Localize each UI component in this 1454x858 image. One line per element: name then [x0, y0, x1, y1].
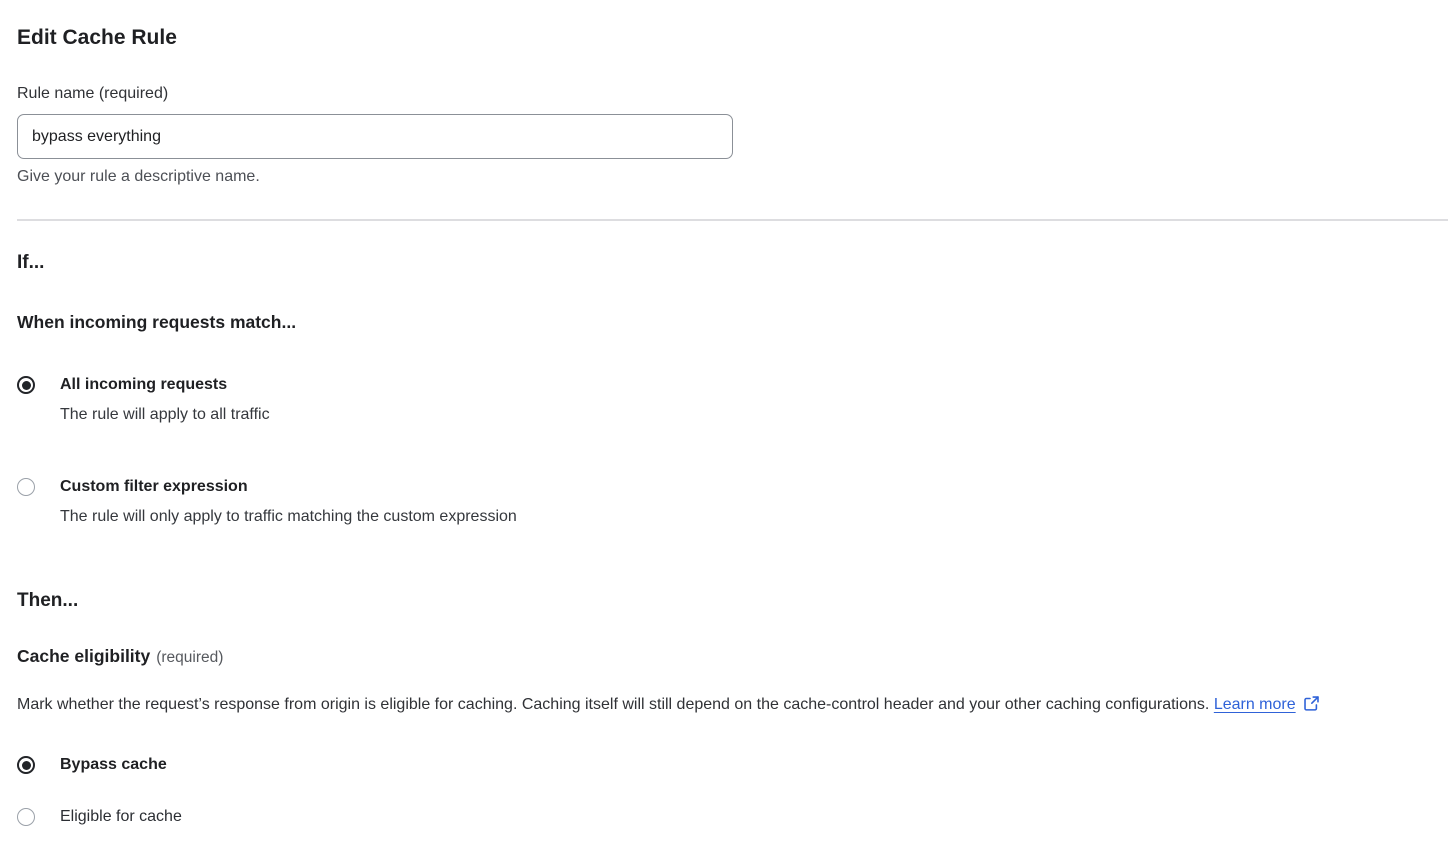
- radio-all-incoming-requests[interactable]: [17, 376, 35, 394]
- radio-label-bypass-cache[interactable]: Bypass cache: [60, 756, 167, 773]
- then-section-heading: Then...: [17, 590, 79, 611]
- rule-name-label: Rule name (required): [17, 85, 169, 102]
- section-divider: [17, 219, 1448, 221]
- radio-option-bypass-cache[interactable]: [17, 755, 1448, 775]
- learn-more-link-text[interactable]: Learn more: [1213, 696, 1296, 713]
- if-section-heading: If...: [17, 252, 45, 273]
- external-link-icon[interactable]: [1303, 693, 1320, 722]
- page-title: Edit Cache Rule: [17, 26, 177, 49]
- cache-eligibility-label-text: Cache eligibility: [17, 646, 151, 666]
- radio-bypass-cache[interactable]: [17, 756, 35, 774]
- match-subheading: When incoming requests match...: [17, 312, 297, 332]
- radio-desc-all-incoming-requests: The rule will apply to all traffic: [60, 406, 270, 423]
- radio-custom-filter-expression[interactable]: [17, 478, 35, 496]
- radio-eligible-for-cache[interactable]: [17, 808, 35, 826]
- radio-option-eligible-for-cache[interactable]: [17, 807, 1448, 827]
- rule-name-field: [17, 84, 1448, 187]
- radio-label-custom-filter-expression[interactable]: Custom filter expression: [60, 478, 248, 495]
- radio-option-custom-filter-expression[interactable]: [17, 477, 1448, 527]
- cache-eligibility-required-note: (required): [156, 649, 224, 666]
- rule-name-helper: Give your rule a descriptive name.: [17, 168, 260, 185]
- radio-option-all-incoming-requests[interactable]: [17, 375, 1448, 425]
- learn-more-link[interactable]: [1214, 696, 1320, 713]
- cache-eligibility-label: [17, 645, 1448, 669]
- radio-label-all-incoming-requests[interactable]: All incoming requests: [60, 376, 228, 393]
- rule-name-input[interactable]: [17, 114, 733, 159]
- radio-desc-custom-filter-expression: The rule will only apply to traffic matching the custom expression: [60, 508, 517, 525]
- radio-label-eligible-for-cache[interactable]: Eligible for cache: [60, 808, 182, 825]
- cache-eligibility-description: [17, 690, 1409, 722]
- cache-eligibility-description-text: Mark whether the request’s response from origin is eligible for caching. Caching itself will still depend on the cache-control header and your other caching configurations.: [17, 696, 1210, 713]
